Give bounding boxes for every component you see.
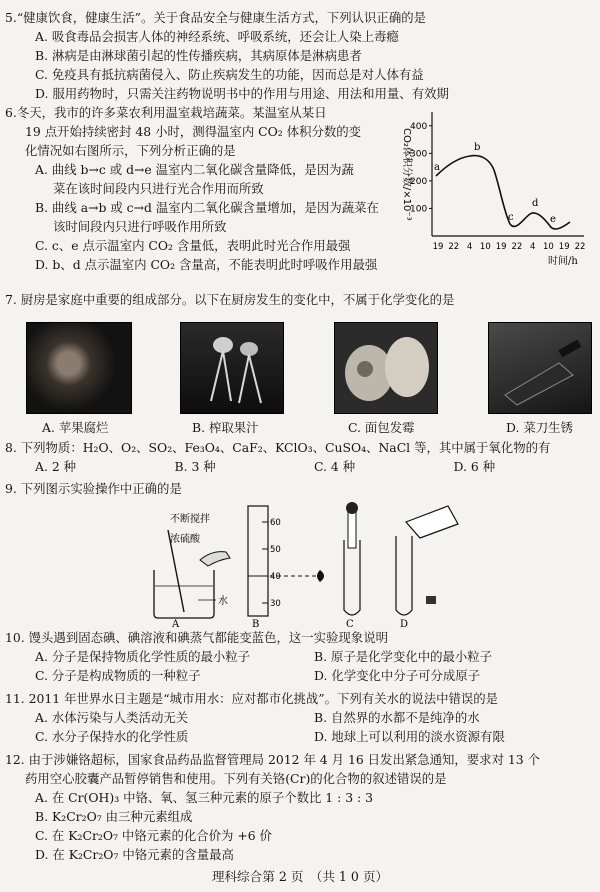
question-10 bbox=[5, 628, 593, 685]
q6-option-d: D. b、d 点示温室内 CO₂ 含量高，不能表明此时呼吸作用最强 bbox=[35, 257, 378, 272]
q7-option-a: A. 苹果腐烂 bbox=[42, 420, 109, 435]
chart-x-tick-label: 22 bbox=[511, 242, 523, 252]
chart-y-tick-label: 400 bbox=[410, 121, 428, 132]
q12-option-c: C. 在 K₂Cr₂O₇ 中铬元素的化合价为 +6 价 bbox=[35, 828, 272, 843]
question-7 bbox=[5, 290, 593, 309]
chart-x-tick-label: 4 bbox=[466, 242, 473, 252]
question-12 bbox=[5, 750, 593, 864]
chart-xlabel: 时间/h bbox=[548, 256, 578, 267]
page-footer: 理科综合第 2 页 （共 1 0 页） bbox=[211, 869, 389, 884]
q8-options bbox=[5, 457, 593, 476]
q10-options-row-2 bbox=[5, 666, 593, 685]
q7-image-juicer bbox=[180, 322, 284, 414]
cylinder-tick-label: 60 bbox=[270, 518, 281, 528]
q10-options-row-1 bbox=[5, 647, 593, 666]
chart-y-tick-label: 200 bbox=[410, 176, 428, 187]
q10-option-b: B. 原子是化学变化中的最小粒子 bbox=[314, 649, 493, 664]
chart-x-tick-label: 10 bbox=[479, 242, 491, 252]
q9-figure-d bbox=[396, 506, 458, 628]
q6-option-a-1: A. 曲线 b→c 或 d→e 温室内二氧化碳含量降低，是因为蔬 bbox=[35, 162, 354, 177]
q6-option-b-2: 该时间段内只进行呼吸作用所致 bbox=[53, 219, 227, 234]
q6-line-1: 6.冬天，我市的许多菜农利用温室栽培蔬菜。某温室从某日 bbox=[5, 105, 327, 120]
q9-label-c: C bbox=[346, 619, 354, 628]
q11-options-row-2 bbox=[5, 727, 593, 746]
chart-x-tick-label: 19 bbox=[558, 242, 570, 252]
q9-label-water: 水 bbox=[218, 596, 228, 607]
q11-option-a: A. 水体污染与人类活动无关 bbox=[35, 710, 189, 725]
chart-y-tick-label: 300 bbox=[410, 149, 428, 160]
question-9 bbox=[5, 479, 593, 498]
q11-option-b: B. 自然界的水都不是纯净的水 bbox=[314, 710, 480, 725]
q8-stem: 8. 下列物质：H₂O、O₂、SO₂、Fe₃O₄、CaF₂、KClO₃、CuSO₄、NaCl 等，其中属于氧化物的有 bbox=[5, 440, 551, 455]
q9-figure-c bbox=[344, 502, 360, 628]
q10-option-c: C. 分子是构成物质的一种粒子 bbox=[35, 668, 201, 683]
q6-option-a-2: 菜在该时间段内只进行光合作用而所致 bbox=[53, 181, 264, 196]
chart-ylabel: CO₂体积分数/×10⁻³ bbox=[401, 128, 412, 221]
q5-option-b: B. 淋病是由淋球菌引起的性传播疾病，其病原体是淋病患者 bbox=[35, 48, 362, 63]
chart-x-ticks bbox=[433, 242, 586, 252]
q9-stem: 9. 下列图示实验操作中正确的是 bbox=[5, 481, 182, 496]
chart-x-tick-label: 22 bbox=[448, 242, 460, 252]
q10-stem: 10. 馒头遇到固态碘、碘溶液和碘蒸气都能变蓝色，这一实验现象说明 bbox=[5, 630, 388, 645]
q10-option-a: A. 分子是保持物质化学性质的最小粒子 bbox=[35, 649, 251, 664]
q9-lab-figure bbox=[140, 500, 470, 628]
chart-x-tick-label: 19 bbox=[495, 242, 507, 252]
co2-chart bbox=[398, 108, 594, 268]
q6-option-b-1: B. 曲线 a→b 或 c→d 温室内二氧化碳含量增加，是因为蔬菜在 bbox=[35, 200, 379, 215]
cylinder-tick-label: 30 bbox=[270, 599, 281, 609]
q7-image-knife bbox=[488, 322, 592, 414]
q9-label-a: A bbox=[172, 619, 180, 628]
question-6 bbox=[5, 103, 393, 274]
q11-option-c: C. 水分子保持水的化学性质 bbox=[35, 729, 189, 744]
point-label-e: e bbox=[550, 214, 556, 225]
q12-option-d: D. 在 K₂Cr₂O₇ 中铬元素的含量最高 bbox=[35, 847, 234, 862]
chart-x-tick-label: 19 bbox=[432, 242, 444, 252]
q9-label-b: B bbox=[252, 619, 260, 628]
q12-line-1: 12. 由于涉嫌铬超标，国家食品药品监督管理局 2012 年 4 月 16 日发出紧急通知，要求对 13 个 bbox=[5, 752, 540, 767]
chart-y-tick-label: 100 bbox=[410, 204, 428, 215]
q9-cylinder-ticks bbox=[262, 518, 281, 609]
q12-option-b: B. K₂Cr₂O₇ 由三种元素组成 bbox=[35, 809, 193, 824]
q11-stem: 11. 2011 年世界水日主题是“城市用水：应对都市化挑战”。下列有关水的说法中错误的是 bbox=[5, 691, 499, 706]
chart-x-tick-label: 4 bbox=[529, 242, 536, 252]
q12-line-2: 药用空心胶囊产品暂停销售和使用。下列有关铬(Cr)的化合物的叙述错误的是 bbox=[25, 771, 447, 786]
q6-line-2: 19 点开始持续密封 48 小时，测得温室内 CO₂ 体积分数的变 bbox=[25, 124, 362, 139]
q9-figure-b bbox=[248, 506, 324, 628]
q7-image-bread bbox=[334, 322, 438, 414]
q12-option-a: A. 在 Cr(OH)₃ 中铬、氧、氢三种元素的原子个数比 1 : 3 : 3 bbox=[35, 790, 374, 805]
q9-label-d: D bbox=[400, 619, 409, 628]
question-11 bbox=[5, 689, 593, 746]
q10-option-d: D. 化学变化中分子可分成原子 bbox=[314, 668, 481, 683]
q5-option-d: D. 服用药物时，只需关注药物说明书中的作用与用途、用法和用量、有效期 bbox=[35, 86, 449, 101]
question-5 bbox=[5, 8, 593, 103]
q9-figure-a bbox=[154, 512, 230, 628]
point-label-c: c bbox=[508, 212, 514, 223]
question-8 bbox=[5, 438, 593, 476]
q7-option-c: C. 面包发霉 bbox=[348, 420, 415, 435]
point-label-b: b bbox=[474, 142, 481, 153]
q8-option-d: D. 6 种 bbox=[453, 459, 496, 474]
q8-option-c: C. 4 种 bbox=[314, 459, 356, 474]
q11-options-row-1 bbox=[5, 708, 593, 727]
chart-x-tick-label: 22 bbox=[574, 242, 586, 252]
chart-y-ticks bbox=[410, 122, 432, 215]
q6-option-c: C. c、e 点示温室内 CO₂ 含量低，表明此时光合作用最强 bbox=[35, 238, 351, 253]
q5-option-a: A. 吸食毒品会损害人体的神经系统、呼吸系统，还会让人染上毒瘾 bbox=[35, 29, 399, 44]
q9-label-stir: 不断搅拌 bbox=[170, 514, 210, 525]
q7-option-d: D. 菜刀生锈 bbox=[506, 420, 573, 435]
cylinder-tick-label: 40 bbox=[270, 572, 281, 582]
q6-line-3: 化情况如右图所示，下列分析正确的是 bbox=[25, 143, 236, 158]
q8-option-a: A. 2 种 bbox=[35, 459, 77, 474]
q7-image-apple bbox=[26, 322, 132, 414]
q7-option-b: B. 榨取果汁 bbox=[192, 420, 259, 435]
q7-stem: 7. 厨房是家庭中重要的组成部分。以下在厨房发生的变化中，不属于化学变化的是 bbox=[5, 292, 455, 307]
q9-label-acid: 浓硫酸 bbox=[170, 534, 200, 545]
cylinder-tick-label: 50 bbox=[270, 545, 281, 555]
q8-option-b: B. 3 种 bbox=[174, 459, 216, 474]
q5-option-c: C. 免疫具有抵抗病菌侵入、防止疾病发生的功能，因而总是对人体有益 bbox=[35, 67, 424, 82]
q11-option-d: D. 地球上可以利用的淡水资源有限 bbox=[314, 729, 505, 744]
point-label-a: a bbox=[434, 162, 440, 173]
chart-x-tick-label: 10 bbox=[543, 242, 554, 252]
point-label-d: d bbox=[532, 198, 539, 209]
q5-stem: 5.“健康饮食，健康生活”。关于食品安全与健康生活方式，下列认识正确的是 bbox=[5, 10, 426, 25]
